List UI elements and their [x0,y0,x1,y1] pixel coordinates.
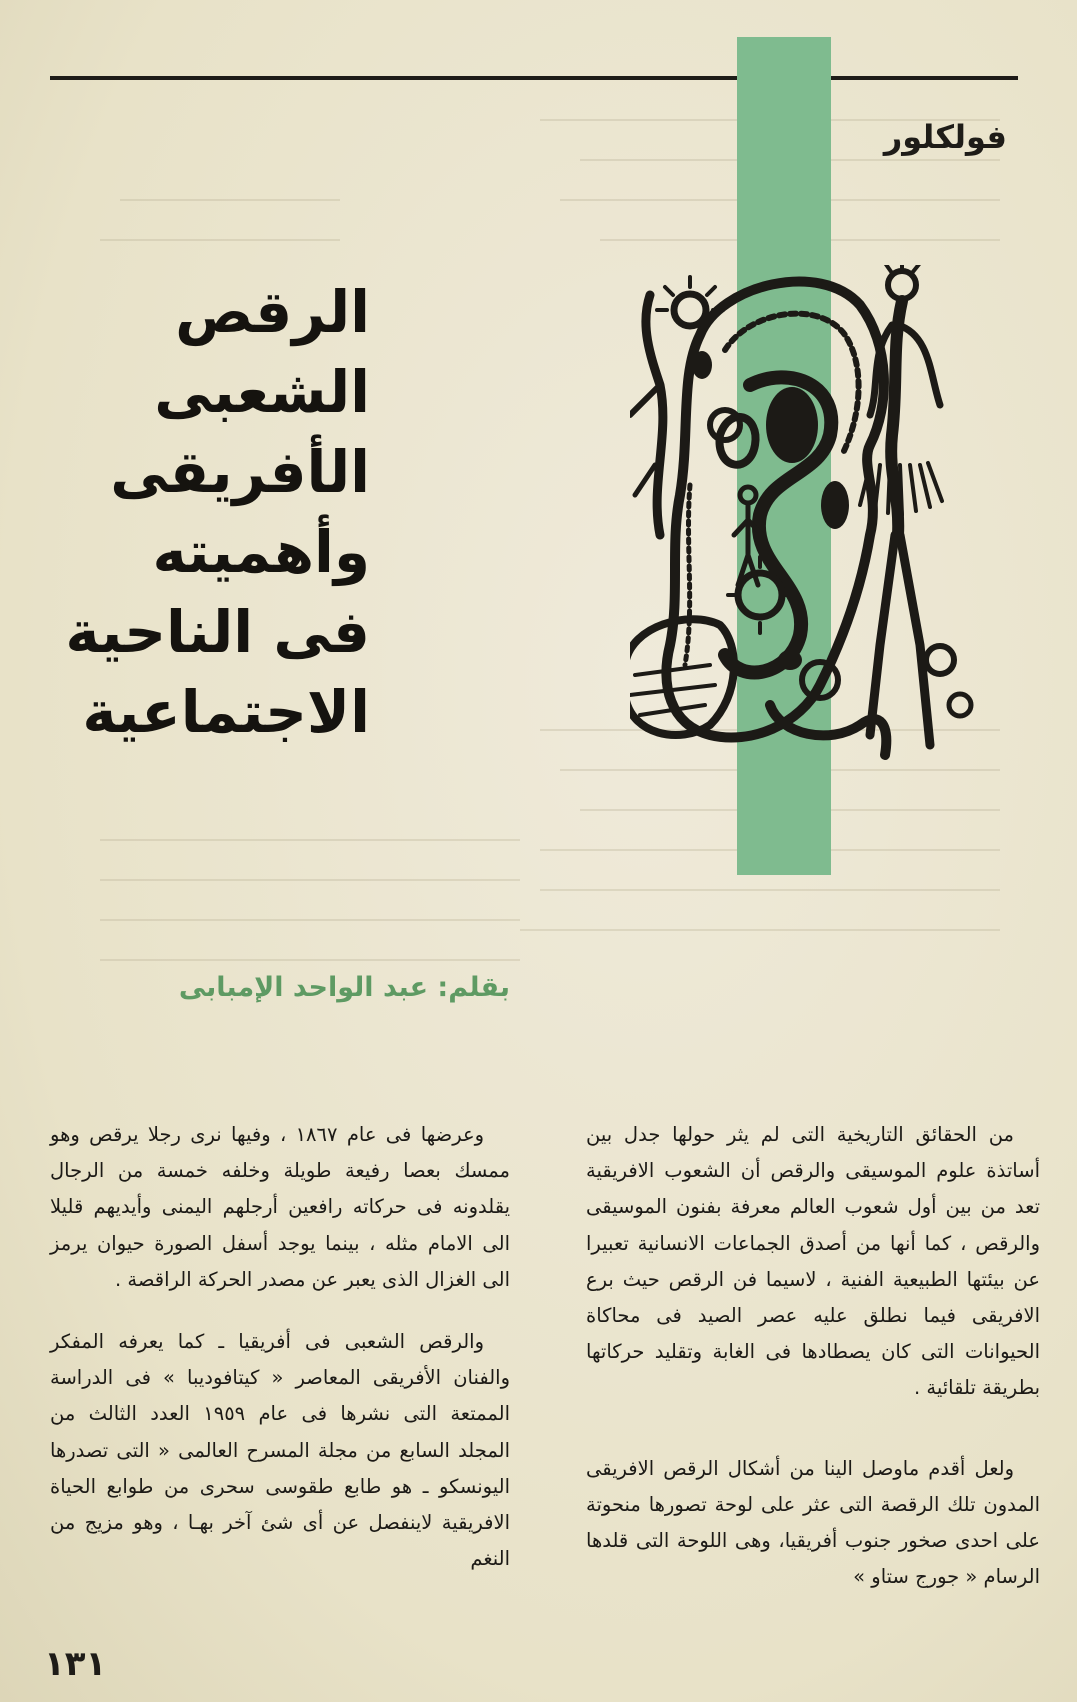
top-rule [50,76,1018,80]
paragraph: وعرضها فى عام ١٨٦٧ ، وفيها نرى رجلا يرقص وهو ممسك بعصا رفيعة طويلة وخلفه خمسة من الرجال يقلدونه فى حركاته رافعين أرجلهم اليمنى وأيديهم قليلا الى الامام مثله ، بينما يوجد أسفل الصورة حيوان يرمز الى الغزال الذى يعبر عن مصدر الحركة الراقصة . [50,1123,510,1291]
page-number: ١٣١ [44,1644,107,1684]
author-byline: بقلم: عبد الواحد الإمبابى [178,972,510,1003]
section-label: فولكلور [883,118,1007,156]
title-line: الاجتماعية [82,678,370,746]
paragraph: ولعل أقدم ماوصل الينا من أشكال الرقص الافريقى المدون تلك الرقصة التى عثر على لوحة تصورها منحوتة على احدى صخور جنوب أفريقيا، وهى اللوحة التى قلدها الرسام « جورج ستاو » [586,1456,1040,1589]
title-line: الشعبى [154,358,370,426]
right-text-column [586,1117,1040,1595]
title-line: وأهميته [152,518,370,586]
left-text-column [50,1117,510,1577]
paragraph-gap [50,1298,510,1324]
article-title [40,272,370,752]
title-line: الرقص [175,278,370,346]
paragraph-gap [586,1407,1040,1451]
african-dancers-illustration [630,265,1010,785]
paragraph: من الحقائق التاريخية التى لم يثر حولها جدل بين أساتذة علوم الموسيقى والرقص أن الشعوب الافريقية تعد من بين أول شعوب العالم معرفة بفنون الموسيقى والرقص ، كما أنها من أصدق الجماعات الانسانية تعبيرا عن بيئتها الطبيعية الفنية ، لاسيما فن الرقص حيث برع الافريقى فيما نطلق عليه عصر الصيد فى محاكاة الحيوانات التى كان يصطادها فى الغابة وتقليد حركاتها بطريقة تلقائية . [586,1123,1040,1400]
paragraph: والرقص الشعبى فى أفريقيا ـ كما يعرفه المفكر والفنان الأفريقى المعاصر « كيتافوديبا » فى الدراسة الممتعة التى نشرها فى عام ١٩٥٩ العدد الثالث من المجلد السابع من مجلة المسرح العالمى « التى تصدرها اليونسكو ـ هو طابع طقوسى سحرى من طوابع الحياة الافريقية لاينفصل عن أى شئ آخر بهـا ، وهو مزيج من النغم [50,1330,510,1571]
title-line: فى الناحية [65,598,370,666]
title-line: الأفريقى [110,438,370,506]
